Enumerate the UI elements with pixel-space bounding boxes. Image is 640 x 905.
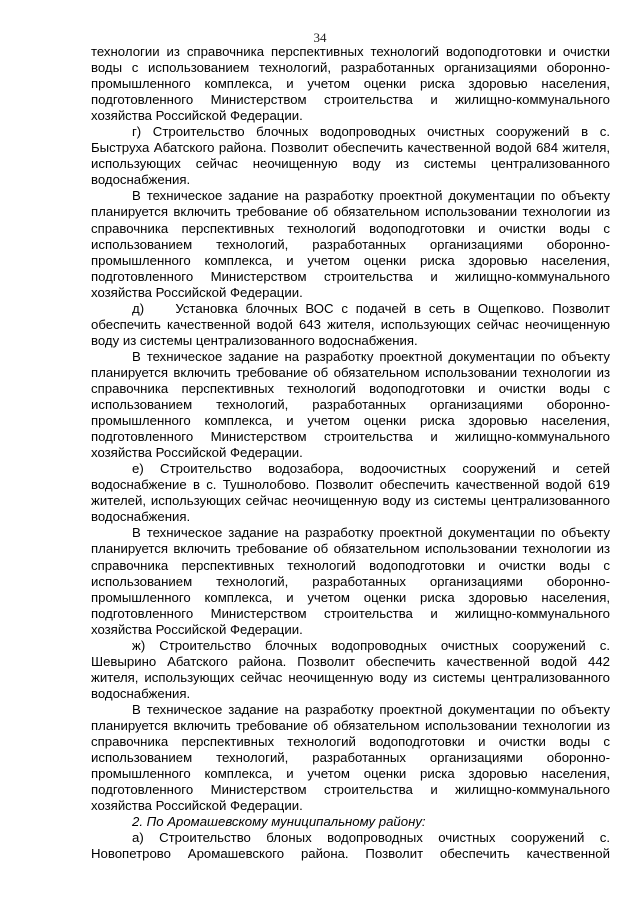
paragraph: д) Установка блочных ВОС с подачей в сеть в Ощепково. Позволит обеспечить качественной водой 643 жителя, использующих сейчас неочищенную воду из системы централизованного водоснабжения. <box>91 300 614 348</box>
paragraph: а) Строительство блоных водопроводных очистных сооружений с. Новопетрово Аромашевского района. Позволит обеспечить качественной <box>91 830 610 862</box>
page-number: 34 <box>313 30 327 45</box>
paragraph: ж) Строительство блочных водопроводных очистных сооружений с. Шевырино Абатского района. Позволит обеспечить качественной водой 442 жителя, использующих сейчас неочищенную воду из системы централизованного водоснабжения. <box>91 637 610 701</box>
section-heading: 2. По Аромашевскому муниципальному району: <box>132 814 426 830</box>
paragraph: В техническое задание на разработку проектной документации по объекту планируется включить требование об обязательном использовании технологии из справочника перспективных технологий водоподготовки и очистки воды с использованием технологий, разработанных организациями оборонно-промышленного комплекса, и учетом оценки риска здоровью населения, подготовленного Министерством строительства и жилищно-коммунального хозяйства Российской Федерации. <box>91 701 610 814</box>
paragraph: В техническое задание на разработку проектной документации по объекту планируется включить требование об обязательном использовании технологии из справочника перспективных технологий водоподготовки и очистки воды с использованием технологий, разработанных организациями оборонно-промышленного комплекса, и учетом оценки риска здоровью населения, подготовленного Министерством строительства и жилищно-коммунального хозяйства Российской Федерации. <box>91 525 610 637</box>
paragraph: е) Строительство водозабора, водоочистных сооружений и сетей водоснабжение в с. Тушнолобово. Позволит обеспечить качественной водой 619 жителей, использующих сейчас неочищенную воду из системы централизованного водоснабжения. <box>91 461 610 525</box>
paragraph: В техническое задание на разработку проектной документации по объекту планируется включить требование об обязательном использовании технологии из справочника перспективных технологий водоподготовки и очистки воды с использованием технологий, разработанных организациями оборонно-промышленного комплекса, и учетом оценки риска здоровью населения, подготовленного Министерством строительства и жилищно-коммунального хозяйства Российской Федерации. <box>91 188 610 300</box>
paragraph: г) Строительство блочных водопроводных очистных сооружений в с. Быструха Абатского района. Позволит обеспечить качественной водой 684 жителя, использующих сейчас неочищенную воду из системы централизованного водоснабжения. <box>91 124 610 188</box>
document-body <box>91 44 614 862</box>
paragraph: технологии из справочника перспективных технологий водоподготовки и очистки воды с использованием технологий, разработанных организациями оборонно-промышленного комплекса, и учетом оценки риска здоровью населения, подготовленного Министерством строительства и жилищно-коммунального хозяйства Российской Федерации. <box>91 44 610 124</box>
paragraph: В техническое задание на разработку проектной документации по объекту планируется включить требование об обязательном использовании технологии из справочника перспективных технологий водоподготовки и очистки воды с использованием технологий, разработанных организациями оборонно-промышленного комплекса, и учетом оценки риска здоровью населения, подготовленного Министерством строительства и жилищно-коммунального хозяйства Российской Федерации. <box>91 348 610 461</box>
